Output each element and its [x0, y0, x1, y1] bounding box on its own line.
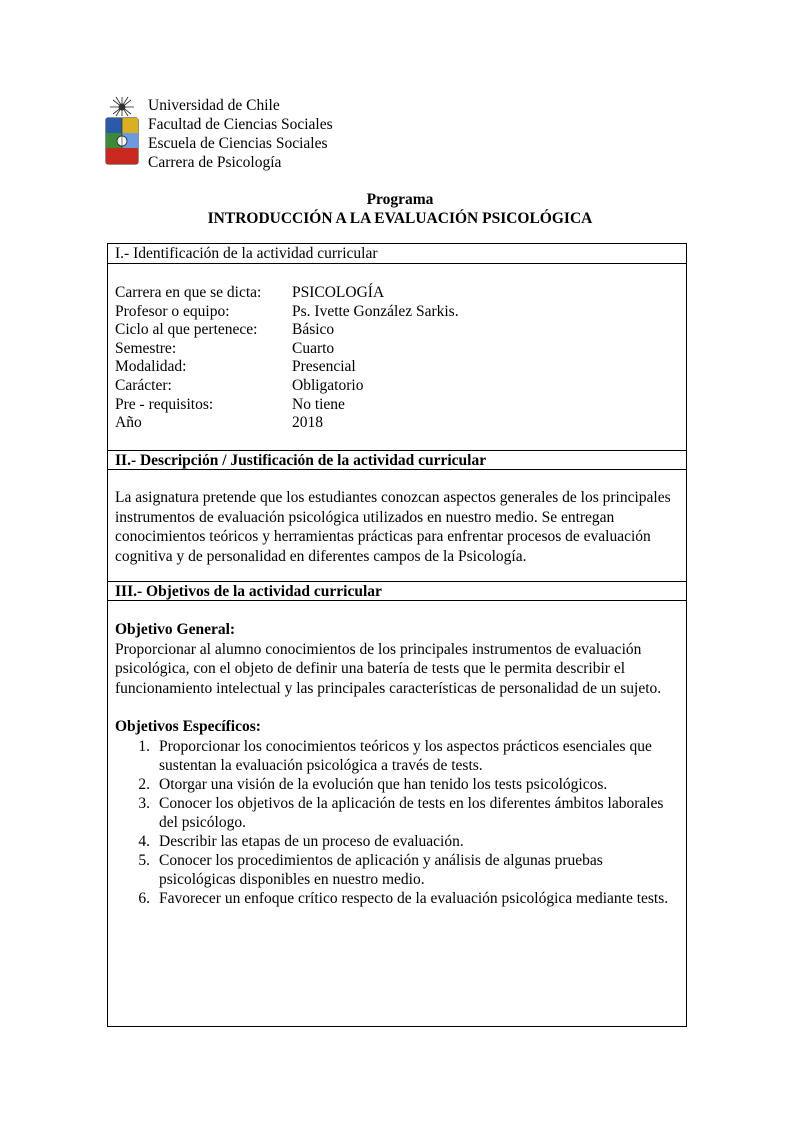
list-item	[115, 832, 675, 851]
identification-row	[115, 284, 459, 303]
institution-career: Carrera de Psicología	[148, 154, 282, 171]
identification-label: Ciclo al que pertenece:	[115, 321, 258, 339]
institution-block	[148, 96, 333, 172]
identification-label: Carrera en que se dicta:	[115, 284, 262, 301]
course-title: INTRODUCCIÓN A LA EVALUACIÓN PSICOLÓGICA	[207, 210, 593, 227]
identification-label: Año	[115, 414, 142, 432]
list-item	[115, 851, 675, 889]
identification-row	[115, 358, 459, 377]
identification-value: Obligatorio	[292, 376, 364, 394]
identification-row	[115, 377, 459, 396]
identification-label: Modalidad:	[115, 358, 187, 376]
identification-value: Ps. Ivette González Sarkis.	[292, 302, 459, 320]
list-item-number: 3.	[138, 794, 150, 812]
institution-faculty: Facultad de Ciencias Sociales	[148, 116, 333, 133]
identification-label: Semestre:	[115, 339, 177, 357]
identification-value: Cuarto	[292, 339, 335, 357]
list-item-number: 6.	[138, 889, 150, 907]
identification-row	[115, 414, 459, 433]
list-item-text: Describir las etapas de un proceso de evaluación.	[159, 832, 464, 850]
program-table	[107, 243, 687, 1027]
list-item	[115, 794, 675, 832]
identification-value: Básico	[292, 321, 335, 339]
institution-university: Universidad de Chile	[148, 97, 280, 114]
list-item-text: Conocer los procedimientos de aplicación y análisis de algunas pruebas psicológicas disponibles en nuestro medio.	[159, 851, 603, 888]
section-2-heading: II.- Descripción / Justificación de la actividad curricular	[108, 450, 686, 470]
identification-row	[115, 396, 459, 415]
list-item-number: 2.	[138, 775, 150, 793]
identification-label: Pre - requisitos:	[115, 395, 214, 413]
identification-label: Carácter:	[115, 376, 172, 394]
identification-row	[115, 303, 459, 322]
list-item	[115, 889, 675, 908]
section-1-heading: I.- Identificación de la actividad curricular	[108, 244, 686, 264]
identification-value: No tiene	[292, 395, 345, 413]
list-item	[115, 737, 675, 775]
identification-value: PSICOLOGÍA	[292, 284, 385, 301]
university-crest-icon	[103, 94, 141, 166]
list-item-text: Otorgar una visión de la evolución que han tenido los tests psicológicos.	[159, 775, 608, 793]
document-title	[0, 190, 800, 228]
list-item-text: Favorecer un enfoque crítico respecto de la evaluación psicológica mediante tests.	[159, 889, 669, 907]
description-paragraph: La asignatura pretende que los estudiantes conozcan aspectos generales de los principales instrumentos de evaluación psicológica utilizados en nuestro medio. Se entregan conocimientos teóricos y herramientas prácticas para enfrentar procesos de evaluación cognitiva y de personalidad en diferentes campos de la Psicología.	[115, 489, 671, 565]
list-item-text: Proporcionar los conocimientos teóricos y los aspectos prácticos esenciales que sustentan la evaluación psicológica a través de tests.	[159, 737, 652, 774]
identification-row	[115, 340, 459, 359]
specific-objectives-list	[115, 737, 675, 908]
section-3-heading: III.- Objetivos de la actividad curricular	[108, 581, 686, 601]
identification-list	[115, 284, 459, 433]
list-item-number: 1.	[138, 737, 150, 755]
identification-value: Presencial	[292, 358, 356, 376]
identification-label: Profesor o equipo:	[115, 302, 230, 320]
objectives-block	[115, 620, 675, 908]
institution-school: Escuela de Ciencias Sociales	[148, 135, 328, 152]
specific-objectives-title: Objetivos Específicos:	[115, 718, 261, 735]
general-objective-text: Proporcionar al alumno conocimientos de los principales instrumentos de evaluación psicológica, con el objeto de definir una batería de tests que le permita describir el funcionamiento intelectual y las principales características de personalidad de un sujeto.	[115, 640, 662, 697]
identification-value: 2018	[292, 414, 323, 432]
general-objective-title: Objetivo General:	[115, 621, 236, 638]
list-item-number: 5.	[138, 851, 150, 869]
list-item-text: Conocer los objetivos de la aplicación de tests en los diferentes ámbitos laborales del psicólogo.	[159, 794, 664, 831]
identification-row	[115, 321, 459, 340]
list-item-number: 4.	[138, 832, 150, 850]
list-item	[115, 775, 675, 794]
program-label: Programa	[366, 191, 434, 208]
